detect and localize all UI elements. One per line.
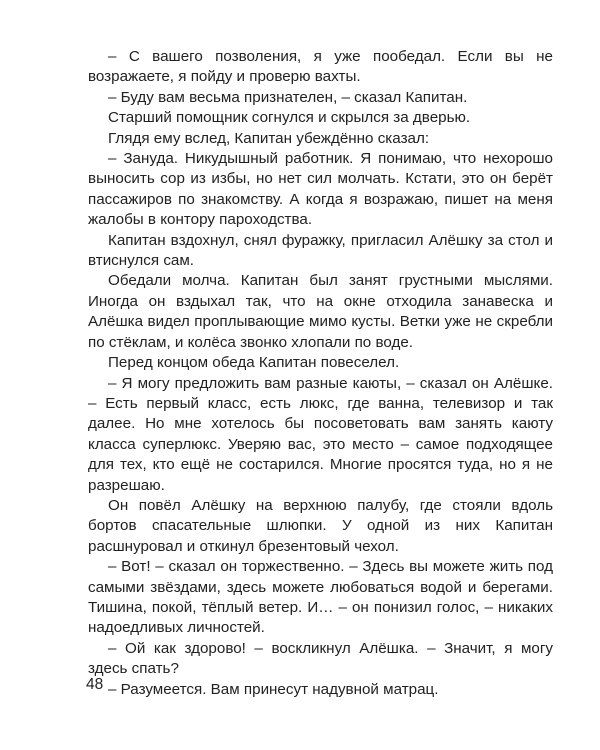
page-number: 48	[86, 676, 104, 693]
paragraph: Старший помощник согнулся и скрылся за дверью.	[108, 109, 471, 127]
paragraph: – Буду вам весьма признателен, – сказал Капитан.	[108, 88, 468, 106]
paragraph: – Зануда. Никудышный работник. Я понимаю, что нехорошо выносить сор из избы, но нет сил молчать. Кстати, это он берёт пассажиров по знакомству. А когда я возражаю, пишет на меня жалобы в контору пароходства.	[88, 150, 553, 229]
paragraph: Глядя ему вслед, Капитан убеждённо сказал:	[108, 129, 430, 147]
paragraph: – Я могу предложить вам разные каюты, – сказал он Алёшке. – Есть первый класс, есть люкс, где ванна, телевизор и так далее. Но мне хотелось бы посоветовать вам занять каюту класса суперлюкс. Уверяю вас, это место – самое подходящее для тех, кто ещё не состарился. Многие просятся туда, но я не разрешаю.	[88, 374, 553, 494]
paragraph: – Ой как здорово! – воскликнул Алёшка. – Значит, я могу здесь спать?	[88, 639, 553, 678]
page-text	[88, 47, 553, 700]
paragraph: – Разумеется. Вам принесут надувной матрац.	[108, 680, 439, 698]
paragraph: – С вашего позволения, я уже пообедал. Если вы не возражаете, я пойду и проверю вахты.	[88, 48, 553, 86]
paragraph: Капитан вздохнул, снял фуражку, пригласил Алёшку за стол и втиснулся сам.	[88, 231, 553, 270]
paragraph: – Вот! – сказал он торжественно. – Здесь вы можете жить под самыми звёздами, здесь можете любоваться водой и берегами. Тишина, покой, тёплый ветер. И… – он понизил голос, – никаких надоедливых личностей.	[88, 558, 553, 637]
paragraph: Обедали молча. Капитан был занят грустными мыслями. Иногда он вздыхал так, что на окне отходила занавеска и Алёшка видел проплывающие мимо кусты. Ветки уже не скребли по стёклам, и колёса звонко хлопали по воде.	[88, 272, 553, 351]
paragraph: Он повёл Алёшку на верхнюю палубу, где стояли вдоль бортов спасательные шлюпки. У одной из них Капитан расшнуровал и откинул брезентовый чехол.	[88, 496, 553, 555]
paragraph: Перед концом обеда Капитан повеселел.	[108, 354, 400, 372]
